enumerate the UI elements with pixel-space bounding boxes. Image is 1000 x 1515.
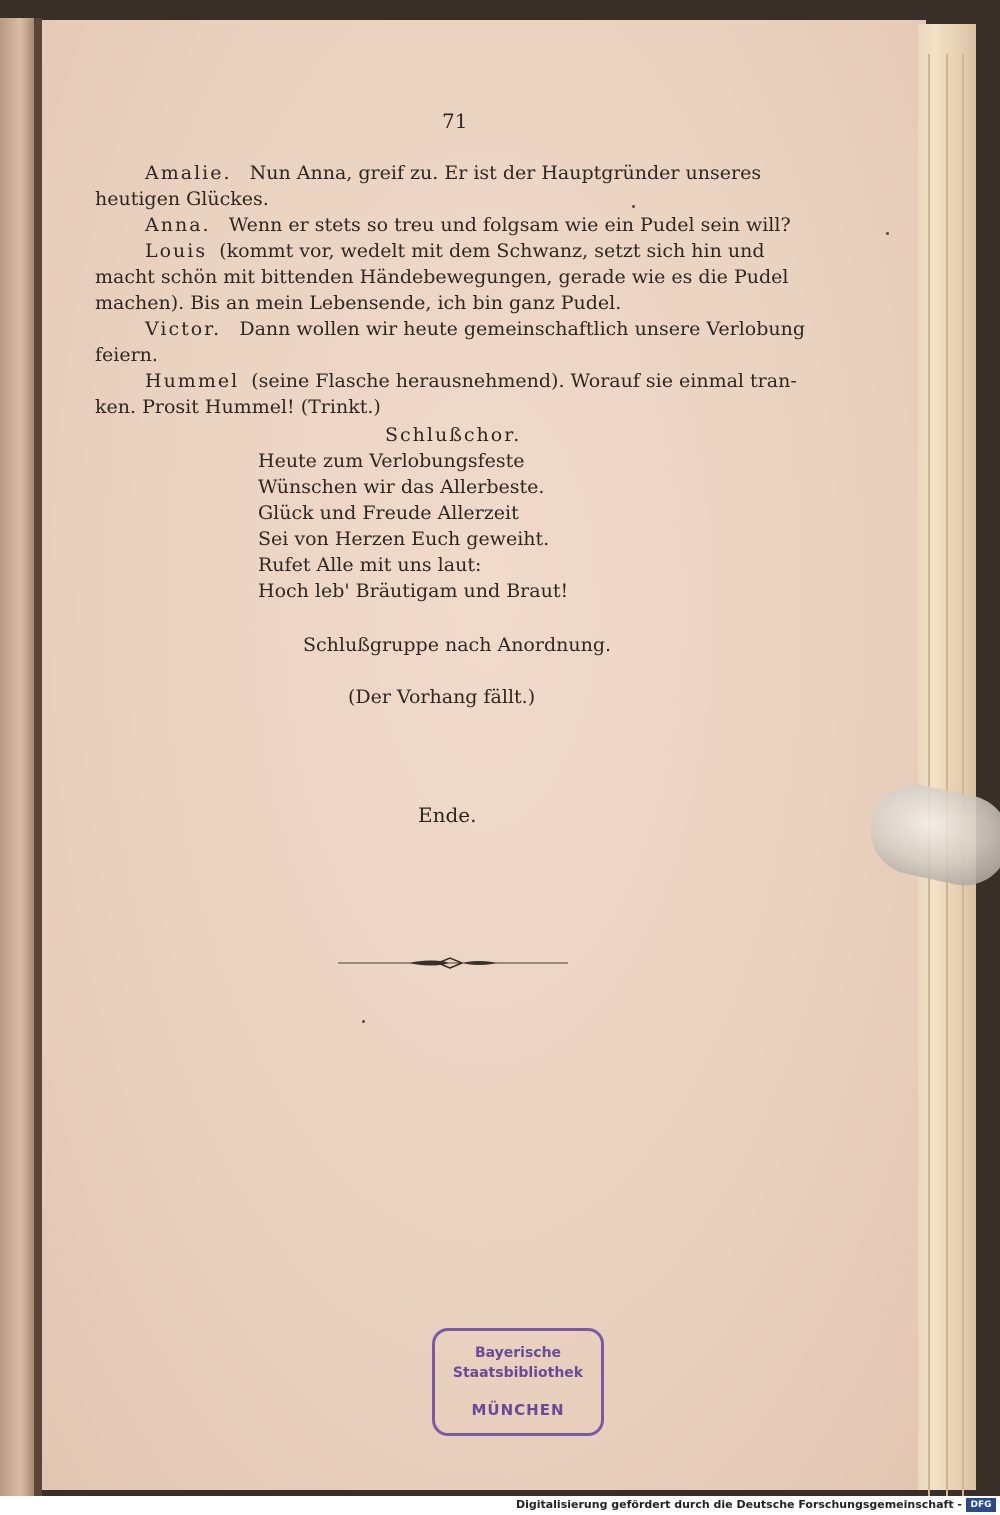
stage-direction: Schlußgruppe nach Anordnung. (303, 634, 612, 656)
dialogue-text: Nun Anna, greif zu. Er ist der Hauptgründer unseres (249, 162, 762, 184)
dialogue-text: Wenn er stets so treu und folgsam wie ein Pudel sein will? (228, 214, 791, 236)
page-stack-edges (918, 24, 976, 1490)
paper-speck (362, 1020, 365, 1023)
dialogue-text: macht schön mit bittenden Händebewegungen, gerade wie es die Pudel (95, 266, 789, 288)
speaker-name: Louis (145, 240, 208, 262)
dialogue-text: heutigen Glückes. (95, 188, 269, 210)
edge-line (928, 54, 930, 1496)
dialogue-line (145, 160, 761, 186)
stamp-line: Staatsbibliothek (452, 1365, 584, 1381)
speaker-name: Anna. (145, 214, 211, 236)
ornament-divider (338, 955, 568, 971)
verse-line: Hoch leb' Bräutigam und Braut! (258, 580, 569, 602)
footer-bar (0, 1496, 1000, 1515)
footer-credit: Digitalisierung gefördert durch die Deutsche Forschungsgemeinschaft - (515, 1498, 962, 1511)
dialogue-line (145, 316, 805, 342)
paper-speck (886, 232, 889, 235)
stage-direction: (Der Vorhang fällt.) (348, 686, 536, 708)
book-spine (34, 18, 42, 1496)
page-number: 71 (442, 109, 468, 133)
stamp-line: MÜNCHEN (471, 1401, 565, 1419)
dialogue-text: feiern. (95, 344, 158, 366)
end-word: Ende. (418, 803, 477, 827)
dialogue-text: (seine Flasche herausnehmend). Worauf sie einmal tran- (251, 370, 797, 392)
verse-line: Rufet Alle mit uns laut: (258, 554, 482, 576)
speaker-name: Victor. (145, 318, 222, 340)
dialogue-text: (kommt vor, wedelt mit dem Schwanz, setzt sich hin und (219, 240, 765, 262)
stamp-line: Bayerische (474, 1345, 562, 1361)
dialogue-line (145, 368, 797, 394)
paper-speck (632, 205, 635, 208)
speaker-name: Hummel (145, 370, 240, 392)
verse-line: Glück und Freude Allerzeit (258, 502, 519, 524)
dialogue-text: machen). Bis an mein Lebensende, ich bin ganz Pudel. (95, 292, 622, 314)
left-page-edge (0, 18, 34, 1496)
dialogue-line (145, 212, 791, 238)
verse-line: Sei von Herzen Euch geweiht. (258, 528, 550, 550)
library-stamp (432, 1328, 604, 1436)
edge-line (962, 54, 964, 1496)
verse-line: Wünschen wir das Allerbeste. (258, 476, 545, 498)
dialogue-line (145, 238, 765, 264)
verse-line: Heute zum Verlobungsfeste (258, 450, 525, 472)
dialogue-text: Dann wollen wir heute gemeinschaftlich unsere Verlobung (239, 318, 806, 340)
dfg-logo-icon: DFG (966, 1498, 996, 1512)
speaker-name: Amalie. (145, 162, 232, 184)
edge-line (946, 54, 948, 1496)
dialogue-text: ken. Prosit Hummel! (Trinkt.) (95, 396, 381, 418)
chorus-heading: Schlußchor. (385, 424, 522, 446)
